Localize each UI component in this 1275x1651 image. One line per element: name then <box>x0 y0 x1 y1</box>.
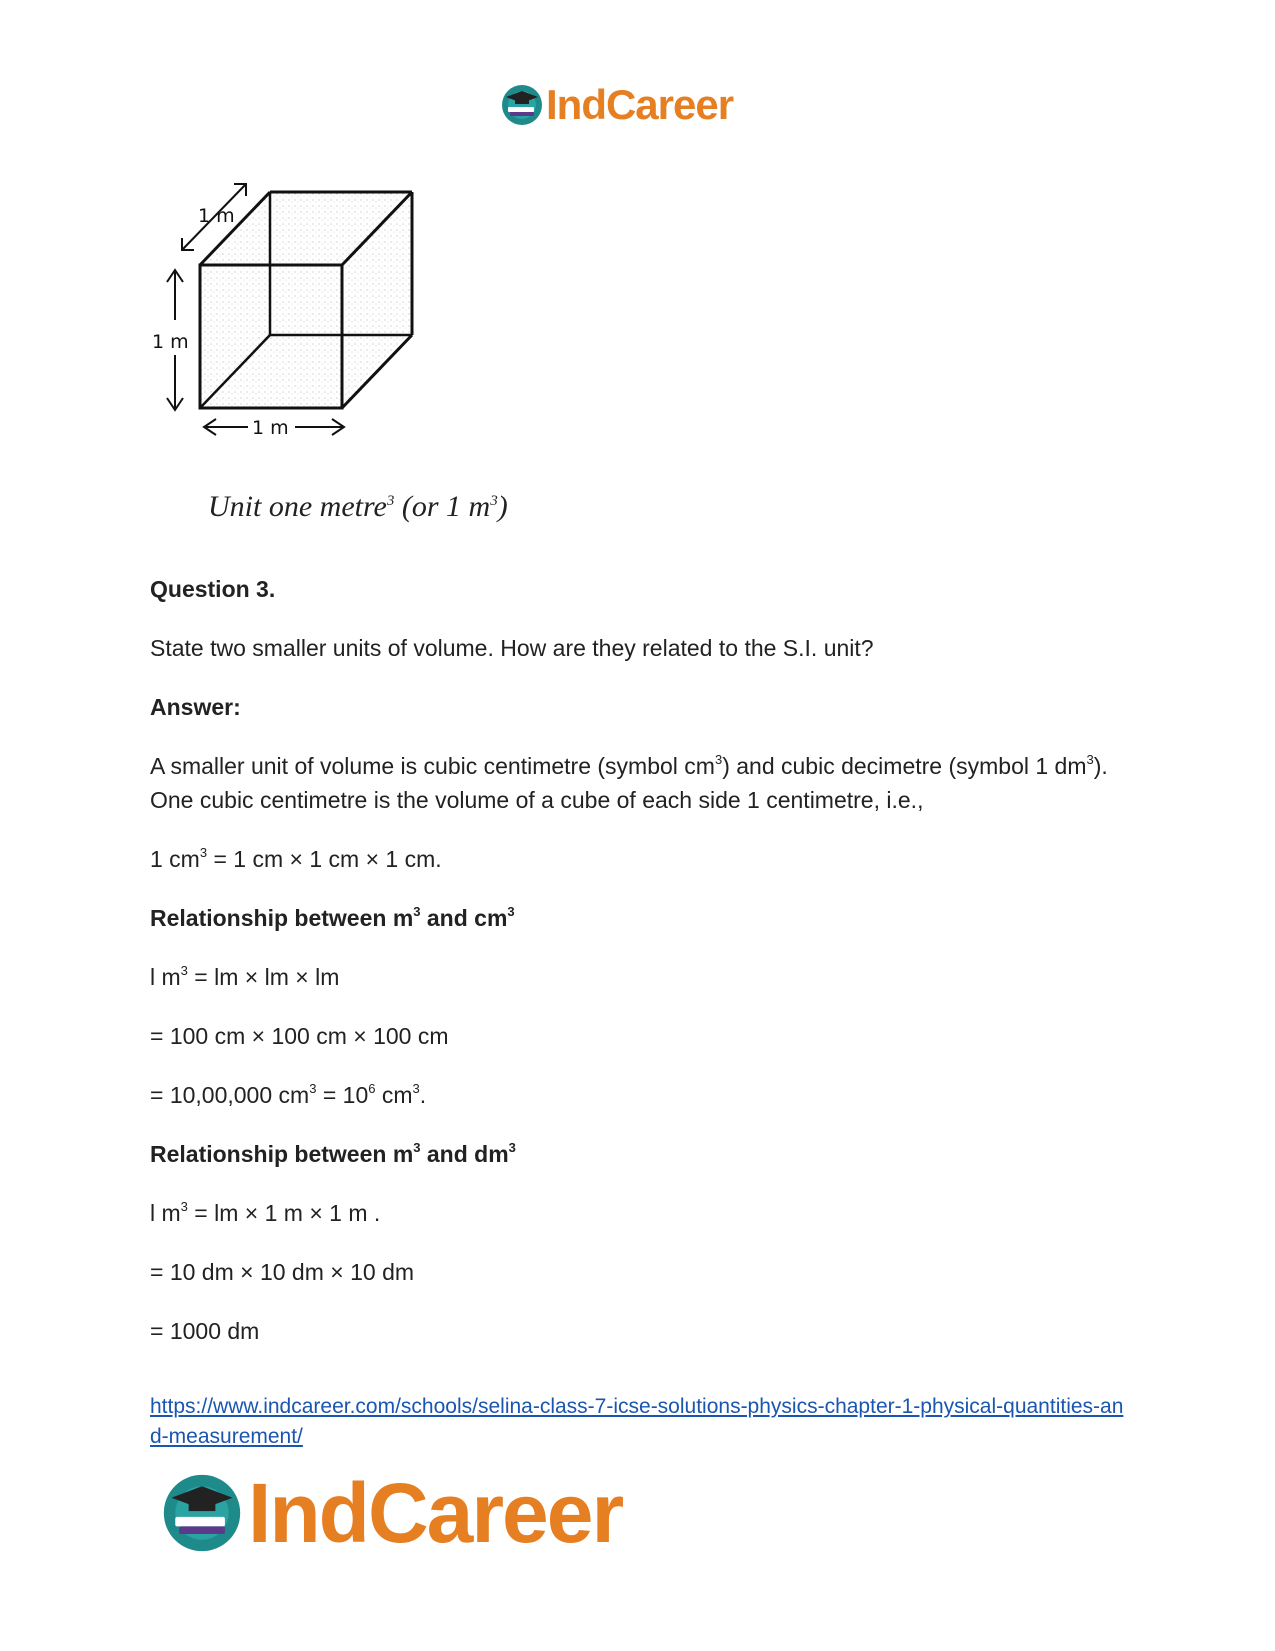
equation-100cm: = 100 cm × 100 cm × 100 cm <box>150 1023 449 1049</box>
answer-label: Answer: <box>150 694 241 720</box>
equation-10-6: = 10,00,000 $cm^3 = 10^6$ $cm^3$. <box>150 1081 427 1108</box>
question-text: State two smaller units of volume. How are they related to the S.I. unit? <box>150 635 874 661</box>
heading-m3-dm3: Relationship between $m^3$ and $dm^3$ <box>150 1140 516 1167</box>
header-logo-text: IndCareer <box>546 81 734 128</box>
height-label: 1 m <box>152 331 189 353</box>
cube-figure <box>150 180 590 540</box>
equation-m3-dm: l $m^3$ = lm × 1 m × 1 m . <box>150 1199 381 1226</box>
footer-logo <box>160 1465 623 1560</box>
heading-m3-cm3: Relationship between $m^3$ and $cm^3$ <box>150 904 515 931</box>
equation-cm3: 1 $cm^3 = 1$ cm × 1 cm × 1 cm. <box>150 845 442 872</box>
figure-caption: Unit one metre$^3$ (or 1 $m^3$) <box>208 490 508 523</box>
cube-diagram <box>150 180 590 480</box>
source-link[interactable]: https://www.indcareer.com/schools/selina-class-7-icse-solutions-physics-chapter-1-physical-quantities-and-measurement/ <box>150 1395 1124 1448</box>
graduation-cap-icon <box>160 1471 244 1555</box>
equation-m3: l $m^3$ = lm × lm × lm <box>150 963 340 990</box>
answer-paragraph: A smaller unit of volume is cubic centimetre (symbol $cm^3$) and cubic decimetre (symbol 1 $dm^3$). One cubic centimetre is the volume of a cube of each side 1 centimetre, i.e., <box>150 752 1108 813</box>
graduation-cap-icon <box>500 83 544 127</box>
question-title: Question 3. <box>150 576 276 602</box>
equation-1000dm: = 1000 dm <box>150 1318 260 1344</box>
document-body <box>150 572 1125 1373</box>
equation-10dm: = 10 dm × 10 dm × 10 dm <box>150 1259 415 1285</box>
depth-label: 1 m <box>198 205 235 227</box>
footer-logo-text: IndCareer <box>248 1465 623 1560</box>
width-label: 1 m <box>252 417 289 439</box>
header-logo <box>500 80 733 130</box>
